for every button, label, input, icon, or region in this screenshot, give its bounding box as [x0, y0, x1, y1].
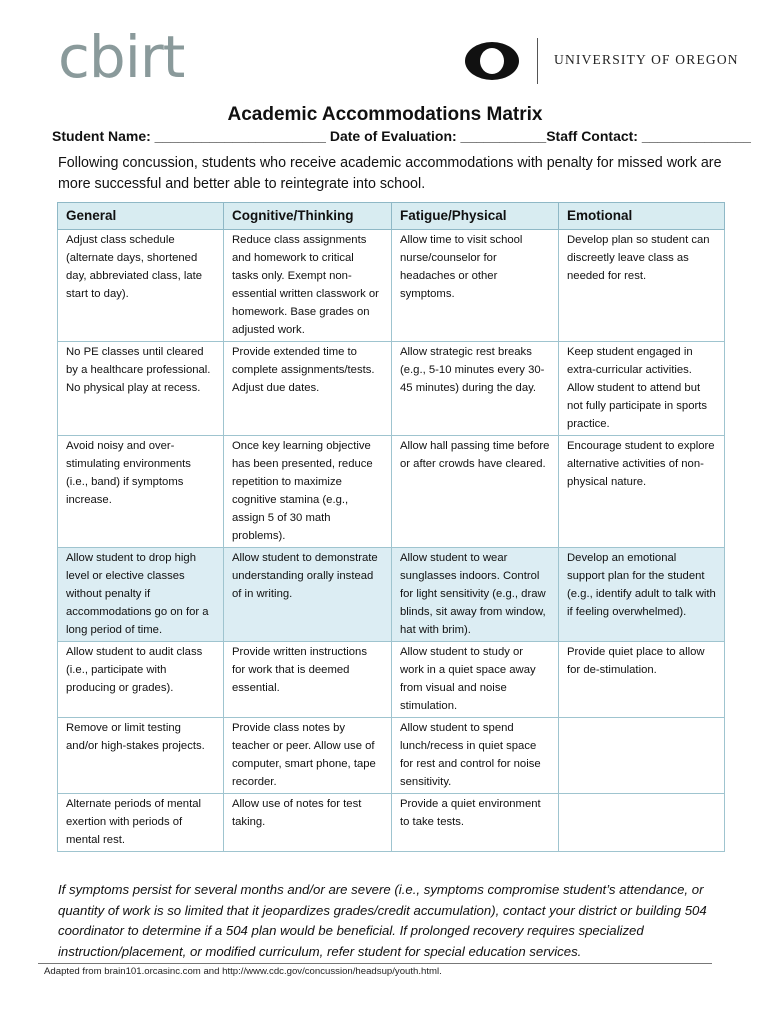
table-cell: Allow student to demonstrate understanding orally instead of in writing. [224, 548, 392, 642]
table-cell [559, 718, 725, 794]
column-header-general: General [58, 203, 224, 230]
uo-o-logo-icon [462, 40, 522, 82]
table-row [58, 718, 725, 794]
table-cell: Avoid noisy and over-stimulating environments (i.e., band) if symptoms increase. [58, 436, 224, 548]
column-header-emotional: Emotional [559, 203, 725, 230]
table-row [58, 794, 725, 852]
table-cell: Allow strategic rest breaks (e.g., 5-10 minutes every 30-45 minutes) during the day. [392, 342, 559, 436]
table-cell [559, 794, 725, 852]
table-cell: No PE classes until cleared by a healthcare professional. No physical play at recess. [58, 342, 224, 436]
table-cell: Develop plan so student can discreetly leave class as needed for rest. [559, 230, 725, 342]
table-cell: Adjust class schedule (alternate days, shortened day, abbreviated class, late start to day). [58, 230, 224, 342]
table-cell: Allow student to audit class (i.e., participate with producing or grades). [58, 642, 224, 718]
footer-divider [38, 963, 712, 964]
intro-paragraph: Following concussion, students who receive academic accommodations with penalty for missed work are more successful and better able to reintegrate into school. [58, 155, 722, 192]
table-cell: Allow student to spend lunch/recess in quiet space for rest and control for noise sensitivity. [392, 718, 559, 794]
table-cell: Allow time to visit school nurse/counselor for headaches or other symptoms. [392, 230, 559, 342]
table-cell: Remove or limit testing and/or high-stakes projects. [58, 718, 224, 794]
table-row [58, 230, 725, 342]
university-name: UNIVERSITY OF OREGON [554, 52, 739, 67]
footer-note: If symptoms persist for several months and/or are severe (i.e., symptoms compromise student’s attendance, or quantity of work is so limited that it jeopardizes grades/credit accumulation), contact your district or building 504 coordinator to determine if a 504 plan would be beneficial. If prolonged recovery requires specialized instruction/placement, or modified curriculum, refer student for special education services. [58, 882, 707, 959]
accommodations-table [57, 202, 725, 852]
page-title: Academic Accommodations Matrix [227, 104, 543, 125]
table-row [58, 436, 725, 548]
column-header-cognitive: Cognitive/Thinking [224, 203, 392, 230]
table-cell: Alternate periods of mental exertion with periods of mental rest. [58, 794, 224, 852]
table-cell: Provide extended time to complete assignments/tests. Adjust due dates. [224, 342, 392, 436]
cbirt-logo: cbirt [58, 23, 185, 91]
table-cell: Keep student engaged in extra-curricular activities. Allow student to attend but not fully participate in sports practice. [559, 342, 725, 436]
table-cell: Provide class notes by teacher or peer. Allow use of computer, smart phone, tape recorder. [224, 718, 392, 794]
table-row [58, 548, 725, 642]
table-cell: Allow use of notes for test taking. [224, 794, 392, 852]
table-cell: Reduce class assignments and homework to critical tasks only. Exempt non-essential written classwork or homework. Base grades on adjusted work. [224, 230, 392, 342]
table-cell: Develop an emotional support plan for the student (e.g., identify adult to talk with if feeling overwhelmed). [559, 548, 725, 642]
table-cell: Allow hall passing time before or after crowds have cleared. [392, 436, 559, 548]
table-cell: Encourage student to explore alternative activities of non-physical nature. [559, 436, 725, 548]
table-cell: Allow student to drop high level or elective classes without penalty if accommodations go on for a long period of time. [58, 548, 224, 642]
table-row [58, 642, 725, 718]
table-row [58, 342, 725, 436]
table-cell: Provide a quiet environment to take tests. [392, 794, 559, 852]
source-citation: Adapted from brain101.orcasinc.com and http://www.cdc.gov/concussion/headsup/youth.html. [44, 966, 442, 977]
table-cell: Once key learning objective has been presented, reduce repetition to maximize cognitive stamina (e.g., assign 5 of 30 math problems). [224, 436, 392, 548]
form-fields-line: Student Name: ______________________ Date of Evaluation: ___________Staff Contact: ______________ [52, 128, 751, 144]
table-cell: Provide written instructions for work that is deemed essential. [224, 642, 392, 718]
logo-divider [537, 38, 538, 84]
column-header-fatigue: Fatigue/Physical [392, 203, 559, 230]
table-cell: Provide quiet place to allow for de-stimulation. [559, 642, 725, 718]
table-header-row [58, 203, 725, 230]
table-cell: Allow student to wear sunglasses indoors. Control for light sensitivity (e.g., draw blinds, sit away from window, hat with brim). [392, 548, 559, 642]
table-cell: Allow student to study or work in a quiet space away from visual and noise stimulation. [392, 642, 559, 718]
